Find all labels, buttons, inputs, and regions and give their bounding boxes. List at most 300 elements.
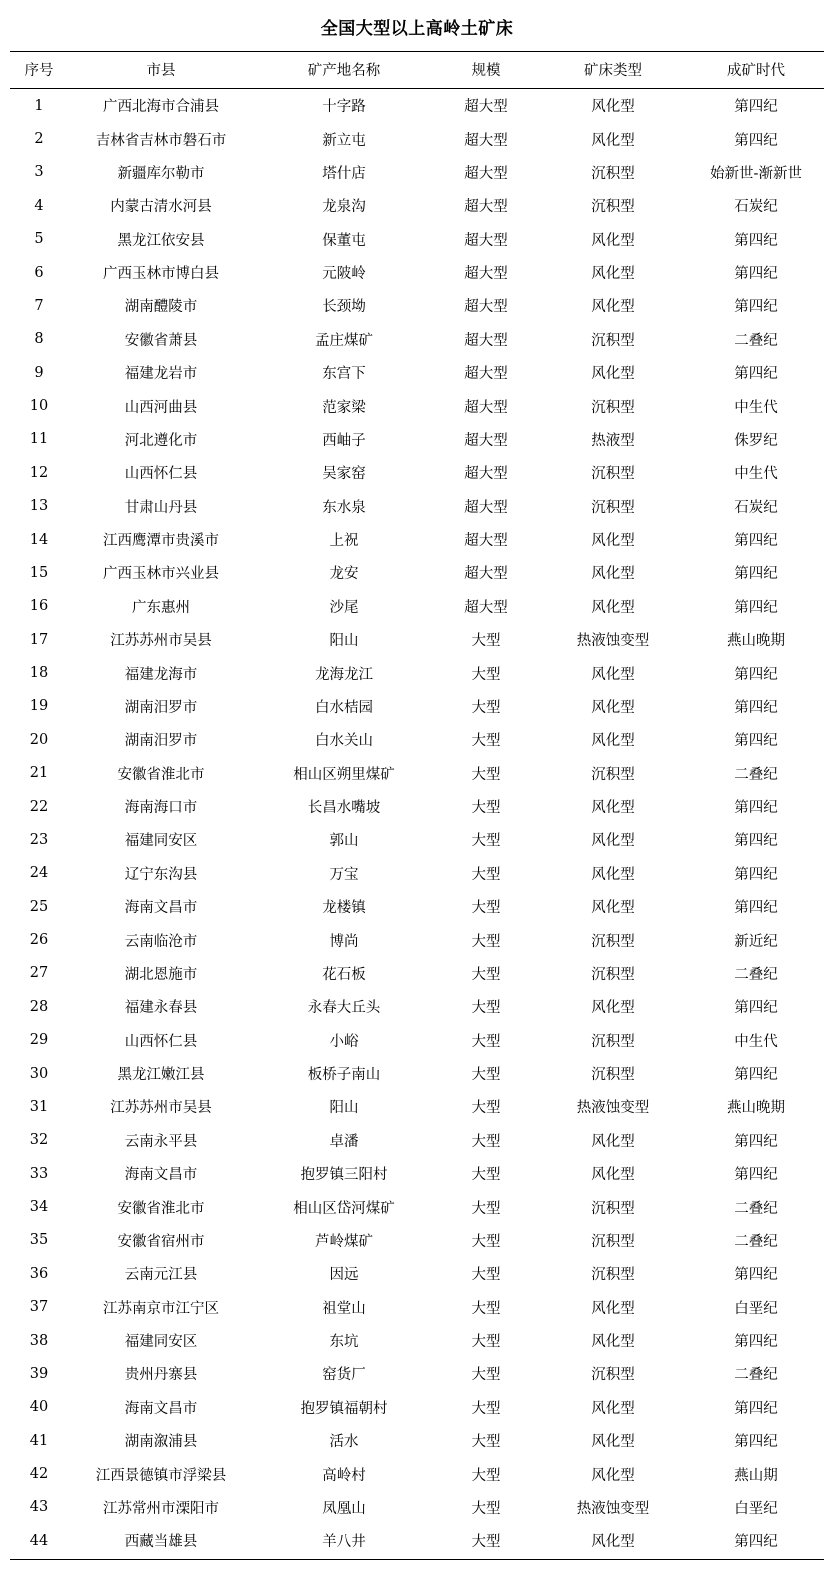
cell-scale: 大型 bbox=[471, 800, 501, 817]
cell-no: 39 bbox=[29, 1365, 49, 1382]
cell-metallogenic-epoch: 第四纪 bbox=[734, 866, 778, 883]
cell-deposit-type: 风化型 bbox=[591, 1300, 635, 1317]
cell-deposit-name: 卓潘 bbox=[329, 1133, 359, 1150]
table-row bbox=[10, 423, 824, 456]
cell-city: 贵州丹寨县 bbox=[124, 1367, 198, 1384]
cell-deposit-type: 沉积型 bbox=[591, 966, 635, 983]
cell-deposit-name: 上祝 bbox=[329, 533, 359, 550]
table-row bbox=[10, 490, 824, 523]
cell-metallogenic-epoch: 第四纪 bbox=[734, 1167, 778, 1184]
table-row bbox=[10, 356, 824, 389]
cell-deposit-name: 十字路 bbox=[322, 99, 366, 116]
cell-no: 32 bbox=[29, 1132, 49, 1149]
cell-deposit-name: 白水关山 bbox=[315, 733, 373, 750]
cell-city: 内蒙古清水河县 bbox=[110, 199, 212, 216]
cell-deposit-type: 风化型 bbox=[591, 833, 635, 850]
table-row bbox=[10, 189, 824, 222]
cell-scale: 大型 bbox=[471, 1434, 501, 1451]
cell-scale: 超大型 bbox=[464, 99, 508, 116]
cell-deposit-name: 阳山 bbox=[329, 633, 359, 650]
cell-metallogenic-epoch: 第四纪 bbox=[734, 99, 778, 116]
cell-deposit-type: 风化型 bbox=[591, 533, 635, 550]
cell-metallogenic-epoch: 燕山晚期 bbox=[727, 1100, 785, 1117]
cell-deposit-type: 沉积型 bbox=[591, 1200, 635, 1217]
cell-deposit-name: 西岫子 bbox=[322, 432, 366, 449]
cell-scale: 大型 bbox=[471, 833, 501, 850]
cell-city: 江苏南京市江宁区 bbox=[103, 1300, 219, 1317]
cell-deposit-name: 相山区朔里煤矿 bbox=[293, 766, 395, 783]
cell-metallogenic-epoch: 二叠纪 bbox=[734, 766, 778, 783]
cell-city: 安徽省淮北市 bbox=[117, 766, 205, 783]
cell-metallogenic-epoch: 二叠纪 bbox=[734, 1367, 778, 1384]
table-row bbox=[10, 556, 824, 589]
cell-scale: 大型 bbox=[471, 633, 501, 650]
table-row bbox=[10, 389, 824, 422]
cell-city: 黑龙江依安县 bbox=[117, 232, 205, 249]
cell-no: 13 bbox=[29, 498, 49, 515]
cell-no: 23 bbox=[29, 831, 49, 848]
page-title: 全国大型以上高岭土矿床 bbox=[320, 19, 514, 39]
table-row bbox=[10, 1424, 824, 1457]
cell-metallogenic-epoch: 中生代 bbox=[734, 399, 778, 416]
cell-city: 海南文昌市 bbox=[124, 1400, 198, 1417]
cell-deposit-name: 凤凰山 bbox=[322, 1500, 366, 1517]
cell-no: 1 bbox=[34, 97, 44, 114]
cell-no: 33 bbox=[29, 1165, 49, 1182]
cell-no: 12 bbox=[29, 464, 49, 481]
cell-metallogenic-epoch: 第四纪 bbox=[734, 366, 778, 383]
cell-no: 7 bbox=[34, 297, 44, 314]
cell-no: 4 bbox=[34, 197, 44, 214]
cell-no: 17 bbox=[29, 631, 49, 648]
cell-city: 山西怀仁县 bbox=[124, 466, 198, 483]
table-row bbox=[10, 1190, 824, 1223]
cell-scale: 大型 bbox=[471, 1233, 501, 1250]
cell-deposit-name: 羊八井 bbox=[254, 1524, 434, 1560]
cell-deposit-name: 相山区岱河煤矿 bbox=[293, 1200, 395, 1217]
cell-metallogenic-epoch: 第四纪 bbox=[734, 533, 778, 550]
cell-city: 黑龙江嫩江县 bbox=[117, 1067, 205, 1084]
cell-deposit-type: 沉积型 bbox=[591, 466, 635, 483]
cell-metallogenic-epoch: 第四纪 bbox=[734, 132, 778, 149]
cell-city: 云南永平县 bbox=[124, 1133, 198, 1150]
cell-scale: 超大型 bbox=[464, 165, 508, 182]
cell-deposit-type: 风化型 bbox=[591, 1334, 635, 1351]
column-header-no: 序号 bbox=[10, 52, 68, 89]
cell-scale: 超大型 bbox=[464, 366, 508, 383]
cell-deposit-name: 龙泉沟 bbox=[322, 199, 366, 216]
cell-no: 11 bbox=[29, 431, 49, 448]
table-row bbox=[10, 823, 824, 856]
cell-deposit-name: 抱罗镇福朝村 bbox=[300, 1400, 388, 1417]
cell-metallogenic-epoch: 白垩纪 bbox=[734, 1500, 778, 1517]
table-row bbox=[10, 857, 824, 890]
table-row bbox=[10, 523, 824, 556]
cell-no: 15 bbox=[29, 564, 49, 581]
table-row bbox=[10, 923, 824, 956]
cell-metallogenic-epoch: 燕山期 bbox=[734, 1467, 778, 1484]
cell-metallogenic-epoch: 第四纪 bbox=[734, 699, 778, 716]
cell-city: 山西怀仁县 bbox=[124, 1033, 198, 1050]
cell-deposit-name: 郭山 bbox=[329, 833, 359, 850]
cell-metallogenic-epoch: 第四纪 bbox=[734, 299, 778, 316]
cell-scale: 超大型 bbox=[464, 533, 508, 550]
table-row bbox=[10, 790, 824, 823]
cell-deposit-name: 塔什店 bbox=[322, 165, 366, 182]
cell-deposit-type: 沉积型 bbox=[591, 1367, 635, 1384]
cell-deposit-name: 板桥子南山 bbox=[307, 1067, 381, 1084]
cell-scale: 超大型 bbox=[464, 599, 508, 616]
cell-city: 广东惠州 bbox=[132, 599, 190, 616]
cell-city: 湖南溆浦县 bbox=[124, 1434, 198, 1451]
cell-city: 甘肃山丹县 bbox=[124, 499, 198, 516]
cell-city: 广西玉林市博白县 bbox=[103, 266, 219, 283]
cell-deposit-name: 龙海龙江 bbox=[315, 666, 373, 683]
cell-no: 36 bbox=[29, 1265, 49, 1282]
cell-metallogenic-epoch: 第四纪 bbox=[734, 1267, 778, 1284]
cell-metallogenic-epoch: 第四纪 bbox=[734, 800, 778, 817]
table-row bbox=[10, 757, 824, 790]
cell-metallogenic-epoch: 中生代 bbox=[734, 466, 778, 483]
column-header-metallogenic-epoch: 成矿时代 bbox=[688, 52, 824, 89]
cell-deposit-type: 沉积型 bbox=[591, 1267, 635, 1284]
cell-city: 海南文昌市 bbox=[124, 1167, 198, 1184]
cell-city: 福建同安区 bbox=[124, 1334, 198, 1351]
cell-city: 广西玉林市兴业县 bbox=[103, 566, 219, 583]
cell-no: 35 bbox=[29, 1232, 49, 1249]
table-row bbox=[10, 289, 824, 322]
cell-metallogenic-epoch: 第四纪 bbox=[734, 666, 778, 683]
cell-deposit-name: 沙尾 bbox=[329, 599, 359, 616]
cell-deposit-type: 风化型 bbox=[591, 599, 635, 616]
cell-no: 9 bbox=[34, 364, 44, 381]
table-row bbox=[10, 890, 824, 923]
cell-city: 辽宁东沟县 bbox=[124, 866, 198, 883]
cell-deposit-name: 抱罗镇三阳村 bbox=[300, 1167, 388, 1184]
cell-deposit-name: 万宝 bbox=[329, 866, 359, 883]
cell-deposit-name: 吴家窑 bbox=[322, 466, 366, 483]
cell-deposit-name: 祖堂山 bbox=[322, 1300, 366, 1317]
cell-scale: 大型 bbox=[471, 1400, 501, 1417]
cell-scale: 大型 bbox=[471, 1133, 501, 1150]
cell-no: 40 bbox=[29, 1399, 49, 1416]
cell-city: 福建同安区 bbox=[124, 833, 198, 850]
cell-metallogenic-epoch: 二叠纪 bbox=[734, 966, 778, 983]
cell-deposit-type: 沉积型 bbox=[591, 1067, 635, 1084]
cell-deposit-name: 东坑 bbox=[329, 1334, 359, 1351]
cell-city: 湖北恩施市 bbox=[124, 966, 198, 983]
cell-deposit-name: 元陂岭 bbox=[322, 266, 366, 283]
cell-deposit-type: 沉积型 bbox=[591, 199, 635, 216]
table-row bbox=[10, 723, 824, 756]
table-row bbox=[10, 623, 824, 656]
cell-no: 5 bbox=[34, 231, 44, 248]
table-row bbox=[10, 1024, 824, 1057]
cell-deposit-name: 高岭村 bbox=[322, 1467, 366, 1484]
cell-metallogenic-epoch: 第四纪 bbox=[734, 1334, 778, 1351]
column-header-city: 市县 bbox=[68, 52, 254, 89]
cell-metallogenic-epoch: 第四纪 bbox=[688, 1524, 824, 1560]
cell-deposit-name: 新立屯 bbox=[322, 132, 366, 149]
cell-deposit-type: 热液型 bbox=[591, 432, 635, 449]
cell-scale: 大型 bbox=[471, 900, 501, 917]
cell-no: 25 bbox=[29, 898, 49, 915]
cell-metallogenic-epoch: 白垩纪 bbox=[734, 1300, 778, 1317]
cell-deposit-name: 长颈坳 bbox=[322, 299, 366, 316]
cell-city: 湖南醴陵市 bbox=[124, 299, 198, 316]
cell-deposit-type: 风化型 bbox=[591, 699, 635, 716]
cell-metallogenic-epoch: 第四纪 bbox=[734, 1067, 778, 1084]
cell-scale: 大型 bbox=[471, 1367, 501, 1384]
cell-scale: 大型 bbox=[471, 966, 501, 983]
cell-city: 福建龙海市 bbox=[124, 666, 198, 683]
cell-scale: 大型 bbox=[471, 1200, 501, 1217]
table-row bbox=[10, 1291, 824, 1324]
cell-deposit-name: 龙楼镇 bbox=[322, 900, 366, 917]
cell-scale: 大型 bbox=[471, 1167, 501, 1184]
cell-deposit-type: 热液蚀变型 bbox=[576, 633, 650, 650]
cell-deposit-type: 沉积型 bbox=[591, 399, 635, 416]
cell-city: 湖南汨罗市 bbox=[124, 733, 198, 750]
table-row bbox=[10, 323, 824, 356]
cell-no: 21 bbox=[29, 765, 49, 782]
table-row bbox=[10, 1057, 824, 1090]
table-row bbox=[10, 1257, 824, 1290]
cell-city: 江苏常州市溧阳市 bbox=[103, 1500, 219, 1517]
cell-no: 29 bbox=[29, 1032, 49, 1049]
table-row bbox=[10, 156, 824, 189]
cell-deposit-type: 沉积型 bbox=[591, 332, 635, 349]
cell-deposit-name: 窑货厂 bbox=[322, 1367, 366, 1384]
cell-deposit-name: 因远 bbox=[329, 1267, 359, 1284]
cell-no: 14 bbox=[29, 531, 49, 548]
cell-deposit-type: 热液蚀变型 bbox=[576, 1100, 650, 1117]
cell-city: 新疆库尔勒市 bbox=[117, 165, 205, 182]
cell-metallogenic-epoch: 石炭纪 bbox=[734, 199, 778, 216]
cell-scale: 大型 bbox=[471, 1267, 501, 1284]
cell-metallogenic-epoch: 新近纪 bbox=[734, 933, 778, 950]
cell-deposit-name: 芦岭煤矿 bbox=[315, 1233, 373, 1250]
cell-deposit-name: 保董屯 bbox=[322, 232, 366, 249]
cell-deposit-name: 东宫下 bbox=[322, 366, 366, 383]
table-row bbox=[10, 990, 824, 1023]
cell-metallogenic-epoch: 始新世-渐新世 bbox=[710, 165, 802, 182]
cell-deposit-type: 风化型 bbox=[591, 266, 635, 283]
cell-no: 30 bbox=[29, 1065, 49, 1082]
cell-no: 38 bbox=[29, 1332, 49, 1349]
cell-deposit-type: 风化型 bbox=[591, 900, 635, 917]
cell-deposit-name: 长昌水嘴坡 bbox=[307, 800, 381, 817]
table-body bbox=[10, 89, 824, 1560]
table-row bbox=[10, 1357, 824, 1390]
cell-deposit-type: 风化型 bbox=[591, 1400, 635, 1417]
cell-metallogenic-epoch: 燕山晚期 bbox=[727, 633, 785, 650]
cell-scale: 大型 bbox=[471, 933, 501, 950]
cell-scale: 超大型 bbox=[464, 299, 508, 316]
table-row bbox=[10, 256, 824, 289]
cell-city: 江西鹰潭市贵溪市 bbox=[103, 533, 219, 550]
cell-no: 41 bbox=[29, 1432, 49, 1449]
table-row bbox=[10, 122, 824, 155]
cell-scale: 大型 bbox=[471, 1100, 501, 1117]
cell-metallogenic-epoch: 第四纪 bbox=[734, 1133, 778, 1150]
cell-deposit-type: 风化型 bbox=[591, 299, 635, 316]
cell-deposit-type: 风化型 bbox=[591, 666, 635, 683]
cell-scale: 超大型 bbox=[464, 566, 508, 583]
cell-city: 江西景德镇市浮梁县 bbox=[95, 1467, 227, 1484]
table-row bbox=[10, 456, 824, 489]
cell-deposit-type: 风化型 bbox=[591, 132, 635, 149]
cell-deposit-type: 风化型 bbox=[591, 1133, 635, 1150]
cell-deposit-name: 白水桔园 bbox=[315, 699, 373, 716]
table-row bbox=[10, 690, 824, 723]
cell-deposit-name: 永春大丘头 bbox=[307, 1000, 381, 1017]
table-row bbox=[10, 1157, 824, 1190]
cell-no: 42 bbox=[29, 1466, 49, 1483]
cell-metallogenic-epoch: 中生代 bbox=[734, 1033, 778, 1050]
cell-scale: 大型 bbox=[471, 1067, 501, 1084]
table-row bbox=[10, 1524, 824, 1560]
cell-metallogenic-epoch: 第四纪 bbox=[734, 833, 778, 850]
cell-city: 福建龙岩市 bbox=[124, 366, 198, 383]
cell-no: 3 bbox=[34, 164, 44, 181]
cell-deposit-type: 热液蚀变型 bbox=[576, 1500, 650, 1517]
cell-scale: 超大型 bbox=[464, 232, 508, 249]
cell-metallogenic-epoch: 二叠纪 bbox=[734, 1200, 778, 1217]
table-header bbox=[10, 52, 824, 89]
table-row bbox=[10, 656, 824, 689]
cell-city: 山西河曲县 bbox=[124, 399, 198, 416]
cell-no: 18 bbox=[29, 665, 49, 682]
cell-scale: 超大型 bbox=[464, 266, 508, 283]
table-row bbox=[10, 1324, 824, 1357]
cell-scale: 大型 bbox=[434, 1524, 538, 1560]
cell-metallogenic-epoch: 第四纪 bbox=[734, 599, 778, 616]
cell-no: 34 bbox=[29, 1199, 49, 1216]
cell-deposit-type: 风化型 bbox=[591, 800, 635, 817]
cell-city: 云南临沧市 bbox=[124, 933, 198, 950]
table-row bbox=[10, 957, 824, 990]
cell-scale: 大型 bbox=[471, 1467, 501, 1484]
cell-scale: 超大型 bbox=[464, 332, 508, 349]
cell-deposit-name: 龙安 bbox=[329, 566, 359, 583]
cell-scale: 大型 bbox=[471, 1500, 501, 1517]
cell-no: 22 bbox=[29, 798, 49, 815]
cell-city: 海南文昌市 bbox=[124, 900, 198, 917]
cell-metallogenic-epoch: 第四纪 bbox=[734, 1400, 778, 1417]
cell-deposit-type: 沉积型 bbox=[591, 933, 635, 950]
cell-deposit-type: 风化型 bbox=[591, 566, 635, 583]
cell-city: 福建永春县 bbox=[124, 1000, 198, 1017]
cell-metallogenic-epoch: 第四纪 bbox=[734, 232, 778, 249]
cell-no: 24 bbox=[29, 865, 49, 882]
cell-no: 8 bbox=[34, 331, 44, 348]
cell-city: 海南海口市 bbox=[124, 800, 198, 817]
cell-deposit-type: 沉积型 bbox=[591, 499, 635, 516]
cell-city: 广西北海市合浦县 bbox=[103, 99, 219, 116]
table-row bbox=[10, 89, 824, 123]
cell-no: 44 bbox=[10, 1524, 68, 1560]
table-row bbox=[10, 1457, 824, 1490]
cell-deposit-type: 沉积型 bbox=[591, 165, 635, 182]
cell-no: 6 bbox=[34, 264, 44, 281]
cell-no: 10 bbox=[29, 398, 49, 415]
mineral-deposit-table bbox=[10, 51, 824, 1560]
cell-metallogenic-epoch: 第四纪 bbox=[734, 900, 778, 917]
cell-no: 28 bbox=[29, 998, 49, 1015]
cell-scale: 超大型 bbox=[464, 199, 508, 216]
cell-scale: 超大型 bbox=[464, 399, 508, 416]
cell-scale: 超大型 bbox=[464, 132, 508, 149]
cell-scale: 超大型 bbox=[464, 499, 508, 516]
cell-metallogenic-epoch: 第四纪 bbox=[734, 266, 778, 283]
cell-metallogenic-epoch: 石炭纪 bbox=[734, 499, 778, 516]
cell-city: 湖南汨罗市 bbox=[124, 699, 198, 716]
cell-deposit-type: 风化型 bbox=[591, 232, 635, 249]
column-header-deposit-type: 矿床类型 bbox=[538, 52, 688, 89]
cell-scale: 超大型 bbox=[464, 466, 508, 483]
cell-deposit-type: 风化型 bbox=[591, 366, 635, 383]
cell-no: 31 bbox=[29, 1098, 49, 1115]
cell-no: 26 bbox=[29, 932, 49, 949]
cell-deposit-name: 东水泉 bbox=[322, 499, 366, 516]
cell-deposit-name: 阳山 bbox=[329, 1100, 359, 1117]
cell-scale: 大型 bbox=[471, 1334, 501, 1351]
table-row bbox=[10, 223, 824, 256]
cell-no: 37 bbox=[29, 1299, 49, 1316]
cell-city: 江苏苏州市吴县 bbox=[110, 633, 212, 650]
table-row bbox=[10, 1224, 824, 1257]
cell-metallogenic-epoch: 第四纪 bbox=[734, 566, 778, 583]
table-header-row bbox=[10, 52, 824, 89]
cell-deposit-type: 沉积型 bbox=[591, 766, 635, 783]
cell-no: 20 bbox=[29, 731, 49, 748]
cell-deposit-type: 风化型 bbox=[591, 1467, 635, 1484]
cell-scale: 大型 bbox=[471, 1000, 501, 1017]
cell-city: 安徽省宿州市 bbox=[117, 1233, 205, 1250]
cell-deposit-name: 活水 bbox=[329, 1434, 359, 1451]
cell-scale: 大型 bbox=[471, 733, 501, 750]
cell-deposit-name: 范家梁 bbox=[322, 399, 366, 416]
cell-no: 19 bbox=[29, 698, 49, 715]
cell-deposit-type: 风化型 bbox=[591, 866, 635, 883]
cell-city: 云南元江县 bbox=[124, 1267, 198, 1284]
cell-deposit-type: 风化型 bbox=[591, 1434, 635, 1451]
cell-metallogenic-epoch: 第四纪 bbox=[734, 1434, 778, 1451]
cell-metallogenic-epoch: 第四纪 bbox=[734, 1000, 778, 1017]
cell-deposit-type: 风化型 bbox=[591, 733, 635, 750]
cell-metallogenic-epoch: 侏罗纪 bbox=[734, 432, 778, 449]
cell-metallogenic-epoch: 第四纪 bbox=[734, 733, 778, 750]
cell-deposit-type: 风化型 bbox=[538, 1524, 688, 1560]
cell-city: 江苏苏州市吴县 bbox=[110, 1100, 212, 1117]
cell-city: 安徽省淮北市 bbox=[117, 1200, 205, 1217]
cell-no: 27 bbox=[29, 965, 49, 982]
cell-metallogenic-epoch: 二叠纪 bbox=[734, 1233, 778, 1250]
cell-deposit-name: 花石板 bbox=[322, 966, 366, 983]
cell-no: 2 bbox=[34, 131, 44, 148]
column-header-scale: 规模 bbox=[434, 52, 538, 89]
table-row bbox=[10, 1391, 824, 1424]
cell-no: 16 bbox=[29, 598, 49, 615]
cell-metallogenic-epoch: 二叠纪 bbox=[734, 332, 778, 349]
table-row bbox=[10, 1090, 824, 1123]
cell-scale: 大型 bbox=[471, 666, 501, 683]
cell-deposit-type: 风化型 bbox=[591, 1167, 635, 1184]
cell-deposit-name: 孟庄煤矿 bbox=[315, 332, 373, 349]
cell-city: 河北遵化市 bbox=[124, 432, 198, 449]
cell-scale: 大型 bbox=[471, 766, 501, 783]
